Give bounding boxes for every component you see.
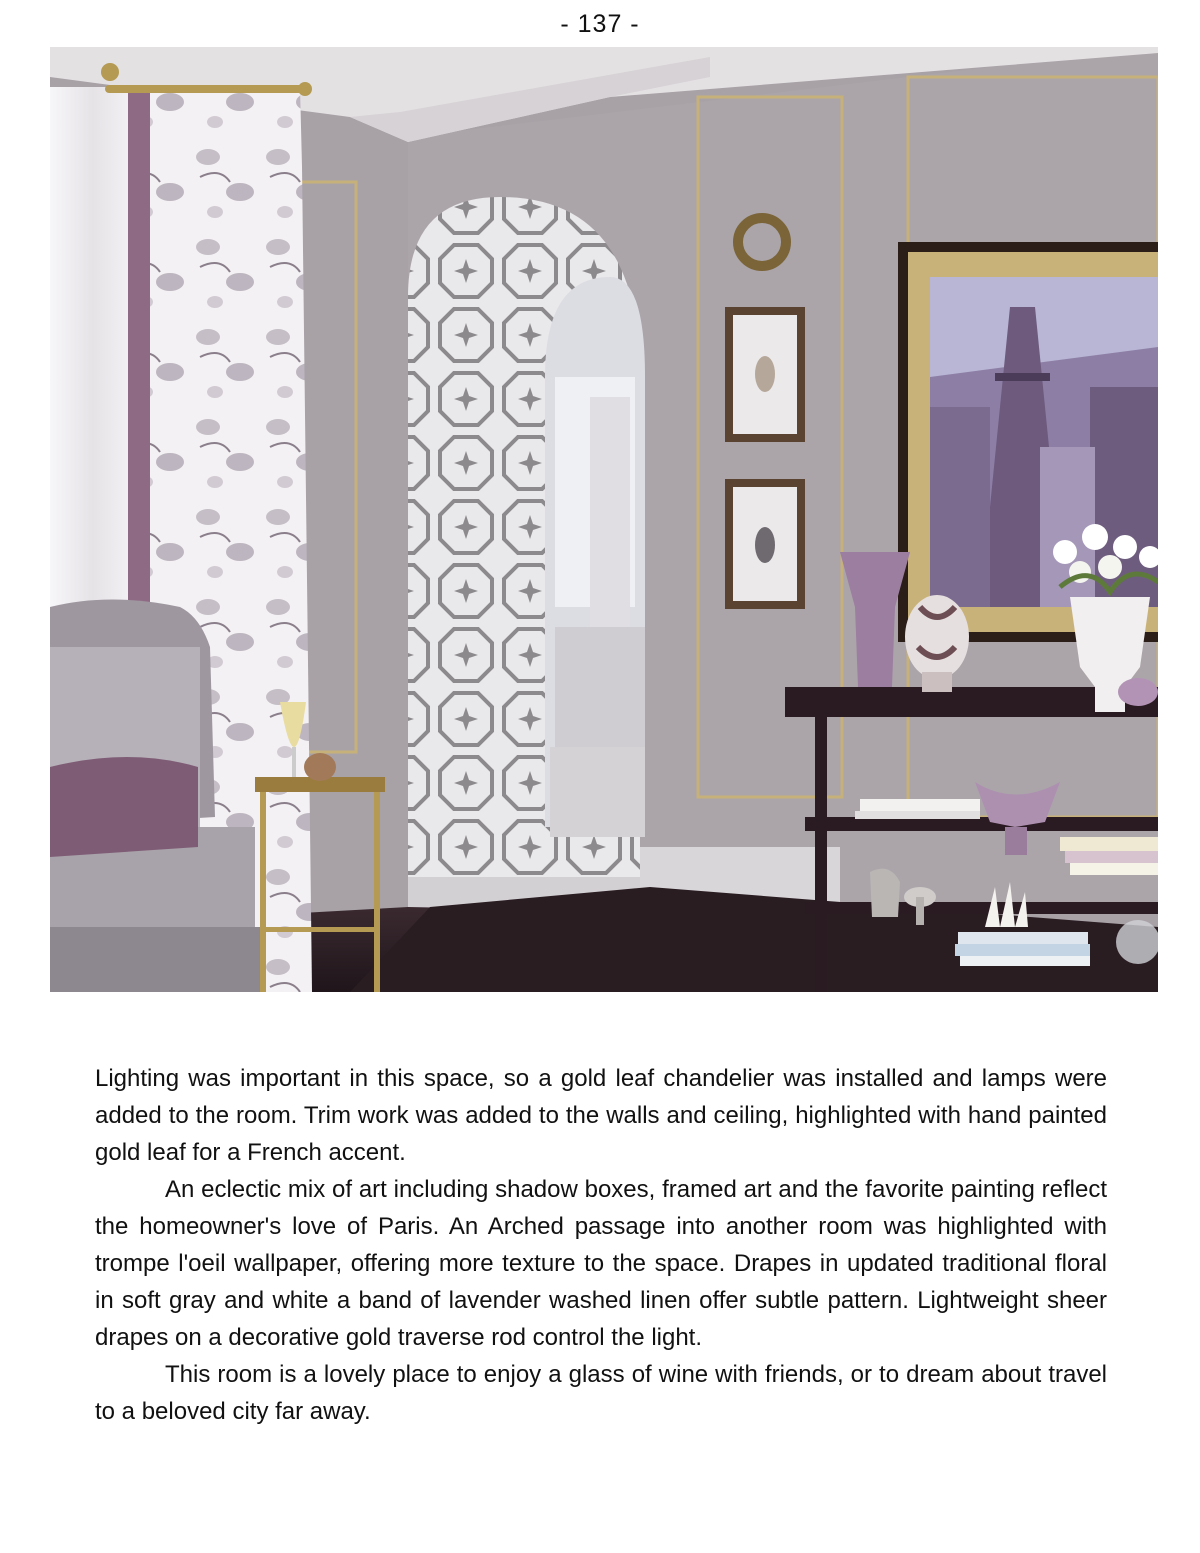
body-text <box>95 1060 1107 1430</box>
paragraph-closing: This room is a lovely place to enjoy a glass of wine with friends, or to dream about travel to a beloved city far away. <box>95 1361 1107 1425</box>
interior-photo <box>50 47 1158 992</box>
paragraph-art: An eclectic mix of art including shadow boxes, framed art and the favorite painting reflect the homeowner's love of Paris. An Arched passage into another room was highlighted with trompe l'oeil wallpaper, offering more texture to the space. Drapes in updated traditional floral in soft gray and white a band of lavender washed linen offer subtle pattern. Lightweight sheer drapes on a decorative gold traverse rod control the light. <box>95 1176 1107 1351</box>
interior-photo-illustration <box>50 47 1158 992</box>
page-number: - 137 - <box>560 10 640 38</box>
paragraph-lighting: Lighting was important in this space, so a gold leaf chandelier was installed and lamps were added to the room. Trim work was added to the walls and ceiling, highlighted with hand painted gold leaf for a French accent. <box>95 1065 1107 1166</box>
